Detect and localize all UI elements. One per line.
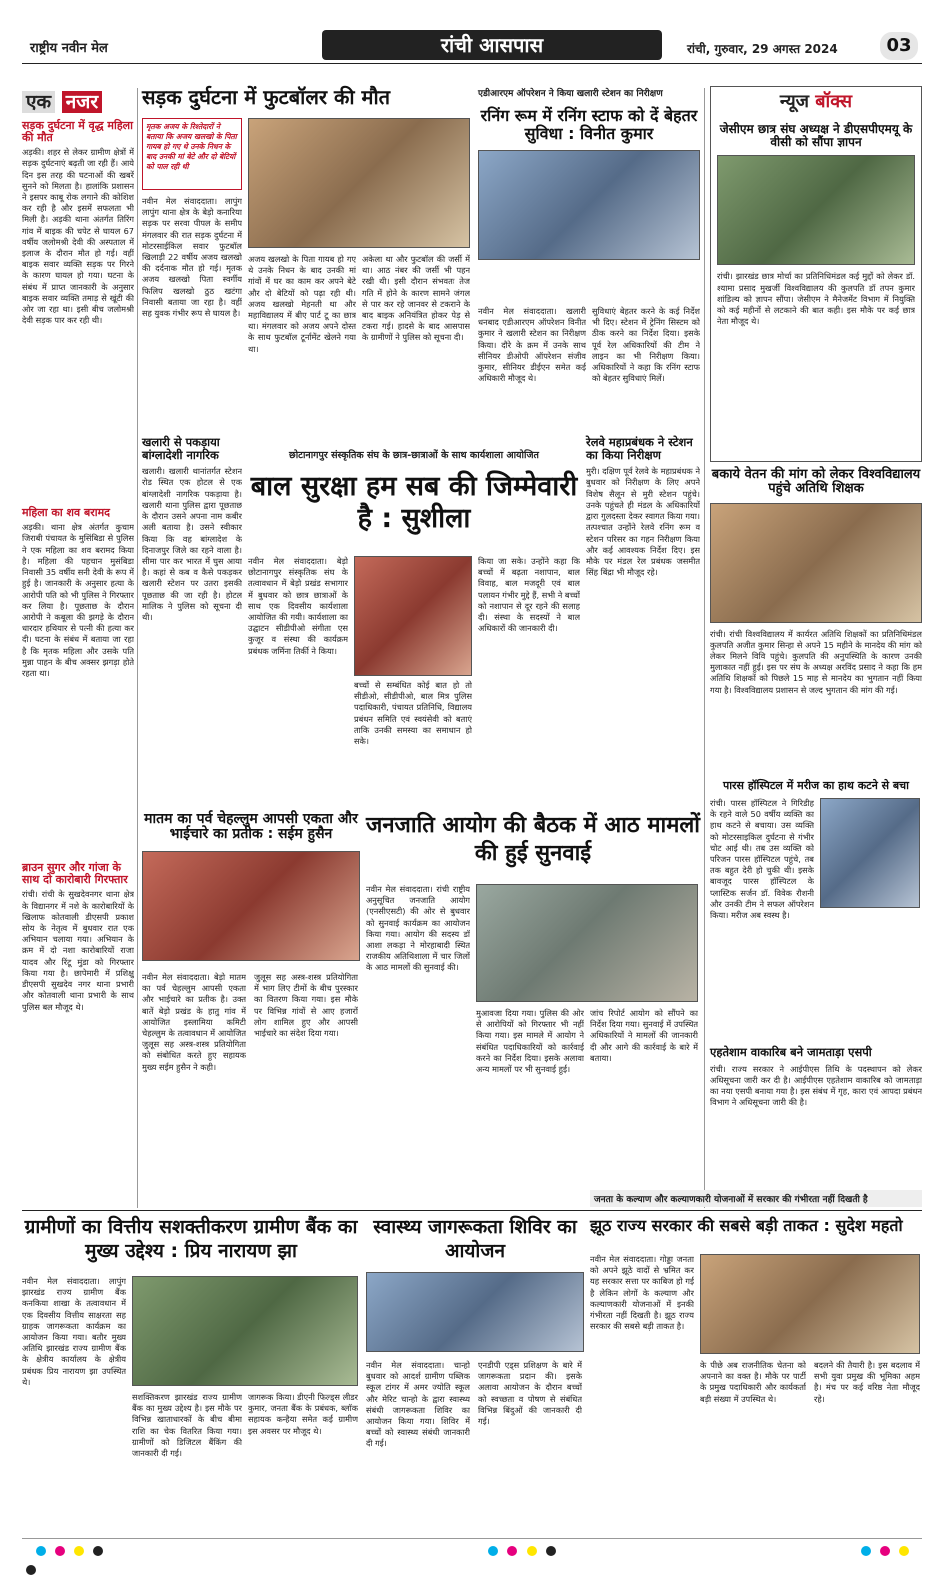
registration-dot bbox=[74, 1546, 84, 1556]
khalari-body: खलारी। खलारी थानांतर्गत स्टेशन रोड स्थित एक होटल से एक बांग्लादेशी नागरिक पकड़ाया है। खलारी थाना पुलिस द्वारा पूछताछ के दौरान उसने अपना नाम कबीर अली बताया है। उसने स्वीकार किया कि वह बांग्लादेश के दिनाजपुर जिले का रहने वाला है। सीमा पार कर भारत में घुस आया है। कहां से कब व कैसे पकड़कर खलारी स्टेशन पर उतरा इसकी पूछताछ की जा रही है। होटल मालिक ने पुलिस को सूचना दी थी। bbox=[142, 466, 242, 622]
muharram-body-2: जुलूस सह अस्त्र-शस्त्र प्रतियोगिता में भाग लिए टीमों के बीच पुरस्कार का वितरण किया गया। इस मौके पर विभिन्न गांवों से आए हजारों लोग शामिल हुए और आपसी भाईचारे का संदेश दिया गया। bbox=[254, 972, 358, 1039]
sudesh-headline: झूठ राज्य सरकार की सबसे बड़ी ताकत : सुदेश महतो bbox=[590, 1216, 903, 1235]
news-box-body: रांची। झारखंड छात्र मोर्चा का प्रतिनिधिमंडल कई मुद्दों को लेकर डॉ. श्यामा प्रसाद मुखर्जी विश्वविद्यालय की कुलपति डॉ तपन कुमार शांडिल्य को ज्ञापन सौंपा। जेसीएम ने मैनेजमेंट विभाग में नियुक्ति को कई महीनों से लटकाने की बात कही। इस मौके पर कई छात्र नेता मौजूद थे। bbox=[717, 271, 915, 327]
sushila-kicker: छोटानागपुर संस्कृतिक संघ के छात्र-छात्राओं के साथ कार्यशाला आयोजित bbox=[289, 450, 539, 461]
khalari-story bbox=[142, 436, 242, 806]
sushila-headline: बाल सुरक्षा हम सब की जिम्मेवारी है : सुशीला bbox=[250, 471, 578, 535]
ek-nazar-label-a: एक bbox=[22, 91, 55, 113]
railway-headline: रेलवे महाप्रबंधक ने स्टेशन का किया निरीक्षण bbox=[586, 435, 693, 462]
ek-nazar-item-1-title: सड़क दुर्घटना में वृद्ध महिला की मौत bbox=[22, 119, 133, 145]
section-title-text: रांची आसपास bbox=[440, 33, 544, 57]
tribal-photo bbox=[476, 884, 698, 1002]
footballer-bike-photo bbox=[248, 118, 470, 248]
tribal-body-2: मुआवजा दिया गया। पुलिस की ओर से आरोपियों को गिरफ्तार भी नहीं किया गया। इस मामले में आयोग ने संबंधित पदाधिकारियों को कार्रवाई करने का निर्देश दिया। इसके अलावा अन्य मामलों पर भी सुनवाई हुई। bbox=[476, 1008, 584, 1075]
registration-dot bbox=[527, 1546, 537, 1556]
hospital-body: रांची। पारस हॉस्पिटल ने गिरिडीह के रहने वाले 50 वर्षीय व्यक्ति का हाथ कटने से बचाया। उस व्यक्ति को मोटरसाइकिल दुर्घटना से गंभीर चोट आई थी। तब उस व्यक्ति को परिजन पारस हॉस्पिटल पहुंचे, तब तक बहुत देरी हो चुकी थी। इसके बावजूद पारस हॉस्पिटल के प्लास्टिक सर्जन डॉ. विवेक रौशनी और उनकी टीम ने सफल ऑपरेशन किया। मरीज अब स्वस्थ है। bbox=[710, 798, 814, 921]
teachers-body: रांची। रांची विश्वविद्यालय में कार्यरत अतिथि शिक्षकों का प्रतिनिधिमंडल कुलपति अजीत कुमार सिन्हा से अपने 15 महीने के मानदेय की मांग को लेकर मिलने विवि पहुंचे। कुलपति की अनुपस्थिति के कारण उनकी मुलाकात नहीं हुई। इस पर संघ के अध्यक्ष अरविंद प्रसाद ने कहा कि हम अतिथि शिक्षकों को पिछले 15 माह से मानदेय का भुगतान नहीं किया गया है। विश्वविद्यालय प्रशासन से जल्द भुगतान की मांग की गई। bbox=[710, 628, 922, 695]
page-number: 03 bbox=[880, 32, 918, 60]
registration-dot bbox=[93, 1546, 103, 1556]
column-divider bbox=[137, 88, 138, 1208]
health-body-2: एनडीपी एड्स प्रशिक्षण के बारे में जागरूकता प्रदान की। इसके अलावा आयोजन के दौरान बच्चों को स्वच्छता व पोषण से संबंधित विभिन्न बिंदुओं की जानकारी दी गई। bbox=[478, 1360, 582, 1427]
registration-dot bbox=[507, 1546, 517, 1556]
health-headline: स्वास्थ्य जागरूकता शिविर का आयोजन bbox=[373, 1216, 577, 1262]
station-kicker: एडीआरएम ऑपरेशन ने किया खलारी स्टेशन का निरीक्षण bbox=[478, 89, 663, 99]
news-box-headline: जेसीएम छात्र संघ अध्यक्ष ने डीएसपीएमयू के वीसी को सौंपा ज्ञापन bbox=[719, 122, 913, 150]
paper-name: राष्ट्रीय नवीन मेल bbox=[30, 41, 108, 56]
tribal-headline: जनजाति आयोग की बैठक में आठ मामलों की हुई सुनवाई bbox=[366, 813, 700, 866]
muharram-photo bbox=[142, 851, 360, 961]
sp-headline: एहतेशाम वाकारिब बने जामताड़ा एसपी bbox=[710, 1045, 872, 1059]
sp-body: रांची। राज्य सरकार ने आईपीएस तिथि के पदस्थापन को लेकर अधिसूचना जारी कर दी है। आईपीएस एहतेशाम वाकारिब को जामताड़ा का नया एसपी बनाया गया है। इस संबंध में गृह, कारा एवं आपदा प्रबंधन विभाग ने अधिसूचना जारी की है। bbox=[710, 1063, 922, 1108]
news-box-label-a: न्यूज bbox=[779, 91, 809, 112]
registration-dot bbox=[861, 1546, 871, 1556]
color-registration-bar bbox=[22, 1538, 922, 1552]
sushila-photo bbox=[354, 556, 472, 676]
station-body-2: सुविधाएं बेहतर करने के कई निर्देश भी दिए। स्टेशन में ट्रेनिंग सिस्टम को ठीक करने का निर्देश दिया। इसके पूर्व रेल अधिकारियों की टीम ने लाइन का भी निरीक्षण किया। अधिकारियों ने कहा कि रनिंग स्टाफ को बेहतर सुविधाएं मिलें। bbox=[592, 306, 700, 384]
news-box bbox=[710, 86, 922, 462]
news-box-label-b: बॉक्स bbox=[815, 91, 853, 112]
railway-body: मुरी। दक्षिण पूर्व रेलवे के महाप्रबंधक ने बुधवार को निरीक्षण के लिए अपने विशेष सैलून से मुरी स्टेशन पहुंचे। उनके पहुंचते ही मंडल के अधिकारियों द्वारा गुलदस्ता देकर स्वागत किया गया। तत्पश्चात उन्होंने रेलवे रनिंग रूम व स्टेशन परिसर का गहन निरीक्षण किया और कई आवश्यक निर्देश दिए। इस मौके पर मंडल रेल प्रबंधक जसमीत सिंह बिंद्रा भी मौजूद रहे। bbox=[586, 466, 700, 578]
sushila-body-3: किया जा सके। उन्होंने कहा कि बच्चों में बढ़ता नशापान, बाल विवाह, बाल मजदूरी एवं बाल पलायन गंभीर मुद्दे हैं, सभी ने बच्चों को नशापान से दूर रहने की सलाह दी। संस्था के सदस्यों ने बाल अधिकारों की जानकारी दी। bbox=[478, 556, 580, 634]
hospital-story bbox=[710, 780, 922, 1040]
sudesh-story bbox=[590, 1190, 922, 1526]
news-box-label bbox=[711, 89, 921, 113]
ek-nazar-item-3-body: रांची। रांची के सुखदेवनगर थाना क्षेत्र के विद्यानगर में नशे के कारोबारियों के खिलाफ कोतवाली डीएसपी प्रकाश सोय के नेतृत्व में बुधवार रात एक अभियान चलाया गया। अभियान के क्रम में दो नशा कारोबारियों राजा यादव और रिंटू मुंडा को गिरफ्तार किया गया है। छापेमारी में प्रशिक्षु डीएसपी सुखदेव नगर थाना प्रभारी और कोतवाली थाना प्रभारी के साथ पुलिस बल मौजूद थे। bbox=[22, 889, 134, 1012]
ek-nazar-item-2-body: अड़की। थाना क्षेत्र अंतर्गत कुचाम जिराबी पंचायत के मुसिंबिडा से पुलिस ने एक महिला का शव बरामद किया है। महिला की पहचान मुसंबिडा निवासी 35 वर्षीय सनी देवी के रूप में हुई है। जानकारी के अनुसार हत्या के आरोपी पति को भी पुलिस ने गिरफ्तार कर लिया है। पूछताछ के दौरान आरोपी ने कबूला की झगड़े के दौरान धारदार हथियार से पत्नी की हत्या कर दी। घटना के संबंध में बताया जा रहा है कि मृतक महिला और उसके पति मुन्ना पाहन के बीच अक्सर झगड़ा होते रहता था। bbox=[22, 522, 134, 678]
sp-story bbox=[710, 1046, 922, 1206]
issue-date: रांची, गुरुवार, 29 अगस्त 2024 bbox=[687, 42, 838, 56]
footballer-story bbox=[142, 86, 472, 446]
teachers-story bbox=[710, 468, 922, 778]
tribal-body-3: जांच रिपोर्ट आयोग को सौंपने का निर्देश दिया गया। सुनवाई में उपस्थित अधिकारियों ने मामलों की जानकारी दी और आगे की कार्रवाई के बारे में बताया। bbox=[590, 1008, 698, 1063]
news-box-photo bbox=[717, 155, 915, 265]
bank-headline: ग्रामीणों का वित्तीय सशक्तीकरण ग्रामीण बैंक का मुख्य उद्देश्य : प्रिय नारायण झा bbox=[24, 1216, 358, 1262]
footballer-caption: मृतक अजय के रिश्तेदारों ने बताया कि अजय खलखो के पिता गायब हो गए थे उनके निधन के बाद उनकी मां बेटे और दो बेटियों को पाल रही थी bbox=[142, 118, 242, 190]
hospital-doctor-photo bbox=[820, 798, 920, 908]
tribal-story bbox=[366, 812, 700, 1207]
bank-body-2: सशक्तिकरण झारखंड राज्य ग्रामीण बैंक का मुख्य उद्देश्य है। इस मौके पर विभिन्न खाताधारकों के बीच बीमा राशि का चेक वितरित किया गया। ग्रामीणों को डिजिटल बैंकिंग की जानकारी दी गई। bbox=[132, 1392, 242, 1459]
bank-body-1: नवीन मेल संवाददाता। लापुंग झारखंड राज्य ग्रामीण बैंक कनकिया शाखा के तत्वावधान में एक दिवसीय वित्तीय साक्षरता सह ग्राहक जागरूकता कार्यक्रम का आयोजन किया गया। बतौर मुख्य अतिथि झारखंड राज्य ग्रामीण बैंक के क्षेत्रीय कार्यालय के क्षेत्रीय प्रबंधक प्रिय नारायण झा उपस्थित थे। bbox=[22, 1276, 126, 1387]
registration-dot bbox=[36, 1546, 46, 1556]
masthead-rule bbox=[22, 63, 922, 64]
teachers-headline: बकाये वेतन की मांग को लेकर विश्वविद्यालय पहुंचे अतिथि शिक्षक bbox=[711, 467, 921, 497]
sushila-body-2: बच्चों से सम्बंधित कोई बात हो तो सीडीओ, सीडीपीओ, बाल मित्र पुलिस पदाधिकारी, पंचायत प्रतिनिधि, विद्यालय प्रबंधन समिति एवं स्वयंसेवी को बताएं ताकि उनकी समस्या का समाधान हो सके। bbox=[354, 680, 472, 747]
station-story bbox=[478, 86, 700, 446]
footballer-body-3: अकेला था और फुटबॉल की जर्सी में था। आठ नंबर की जर्सी भी पहन रखी थी। इसी दौरान संभवतः तेज गति में होने के कारण सामने जंगल से पार कर रहे जानवर से टकराने के बाद बाइक अनियंत्रित होकर पेड़ से टकरा गई। हादसे के बाद आसपास के ग्रामीणों ने पुलिस को सूचना दी। bbox=[362, 254, 470, 343]
bank-photo bbox=[132, 1276, 358, 1386]
registration-dot bbox=[880, 1546, 890, 1556]
column-divider bbox=[704, 88, 705, 1208]
muharram-story bbox=[142, 812, 360, 1207]
health-body-1: नवीन मेल संवाददाता। चान्हो बुधवार को आदर्श ग्रामीण पब्लिक स्कूल टांगर में अमर ज्योति स्कूल और मेरिट चान्हो के द्वारा स्वास्थ्य संबंधी जागरूकता शिविर का आयोजन किया गया। शिविर में बच्चों को स्वास्थ्य संबंधी जानकारी दी गई। bbox=[366, 1360, 470, 1449]
ek-nazar-label bbox=[22, 88, 134, 112]
footballer-body-1: नवीन मेल संवाददाता। लापुंग लापुंग थाना क्षेत्र के बेड़ो कनारिया सड़क पर सरवा पीपल के समीप मंगलवार की रात सड़क दुर्घटना में मोटरसाईकिल सवार फुटबॉल खिलाड़ी 22 वर्षीय अजय खलखो की दर्दनाक मौत हो गई। मृतक अजय खलखो पिता स्वर्गीय फिलिप खलखो ठुठ खटंगा निवासी बताया जा रहा है। वहीं सह युवक गंभीर रूप से घायल है। bbox=[142, 196, 242, 319]
ek-nazar-column bbox=[22, 88, 134, 1208]
masthead bbox=[22, 30, 922, 64]
station-photo bbox=[478, 150, 700, 260]
railway-story bbox=[586, 436, 700, 806]
health-photo bbox=[366, 1272, 584, 1352]
sushila-body-1: नवीन मेल संवाददाता। बेड़ो छोटानागपुर संस्कृतिक संघ के तत्वावधान में बेड़ो प्रखंड सभागार में बुधवार को छात्र छात्राओं के साथ एक दिवसीय कार्यशाला आयोजित की गयी। कार्यशाला का उद्घाटन सीडीपीओ संगीता एस कुजूर व संस्था की कार्यक्रम प्रबंधक जर्मिना तिर्की ने किया। bbox=[248, 556, 348, 656]
sudesh-photo bbox=[700, 1254, 920, 1354]
footballer-headline: सड़क दुर्घटना में फुटबॉलर की मौत bbox=[142, 85, 391, 109]
registration-dot bbox=[26, 1565, 36, 1575]
registration-dot bbox=[55, 1546, 65, 1556]
bank-body-3: जागरूक किया। डीएनी फिल्ड्स लीडर कुमार, जनता बैंक के प्रबंधक, ब्लॉक सहायक कन्हैया समेत कई ग्रामीण इस अवसर पर मौजूद थे। bbox=[248, 1392, 358, 1436]
muharram-body-1: नवीन मेल संवाददाता। बेड़ो मातम का पर्व चेहल्लुम आपसी एकता और भाईचारे का प्रतीक है। उक्त बातें बेड़ो प्रखंड के हातु गांव में आयोजित इस्लामिया कमिटी चेहल्लुम के तत्वावधान में आयोजित जुलूस सह अस्त्र-शस्त्र प्रतियोगिता को संबोधित करते हुए सहायक मुख्य सईम हुसैन ने कही। bbox=[142, 972, 246, 1072]
ek-nazar-item-3-title: ब्राउन सुगर और गांजा के साथ दो कारोबारी गिरफ्तार bbox=[22, 861, 128, 887]
khalari-headline: खलारी से पकड़ाया बांग्लादेशी नागरिक bbox=[142, 435, 220, 462]
registration-dot bbox=[488, 1546, 498, 1556]
footballer-body-2: अजय खलखो के पिता गायब हो गए थे उनके निधन के बाद उनकी मां गांवों में घर का काम कर अपने बेटे और दो बेटियों को पढ़ा रही थी। अजय खलखो मेहनती था और महाविद्यालय में बीए पार्ट टू का छात्र था। मंगलवार को अजय अपने दोस्त के साथ फुटबॉल टूर्नामेंट खेलने गया था। bbox=[248, 254, 356, 354]
ek-nazar-item-2-title: महिला का शव बरामद bbox=[22, 506, 111, 520]
section-title bbox=[322, 30, 662, 60]
station-headline: रनिंग रूम में रनिंग स्टाफ को दें बेहतर सुविधा : विनीत कुमार bbox=[480, 106, 698, 143]
teachers-photo bbox=[710, 503, 922, 623]
muharram-headline: मातम का पर्व चेहल्लुम आपसी एकता और भाईचारे का प्रतीक : सईम हुसैन bbox=[144, 811, 358, 843]
sushila-story bbox=[248, 448, 580, 808]
sudesh-body-3: बदलने की तैयारी है। इस बदलाव में सभी युवा प्रमुख की भूमिका अहम है। मंच पर कई वरिष्ठ नेता मौजूद रहे। bbox=[814, 1360, 920, 1404]
sudesh-body-2: के पीछे अब राजनीतिक चेतना को अपनाने का वक्त है। मौके पर पार्टी के प्रमुख पदाधिकारी और कार्यकर्ता बड़ी संख्या में उपस्थित थे। bbox=[700, 1360, 806, 1404]
bank-story bbox=[22, 1216, 360, 1526]
ek-nazar-label-b: नजर bbox=[62, 91, 102, 113]
health-story bbox=[366, 1216, 584, 1526]
station-body-1: नवीन मेल संवाददाता। खलारी धनबाद एडीआरएम ऑपरेशन विनीत कुमार ने खलारी स्टेशन का निरीक्षण किया। दौरे के क्रम में उनके साथ सीनियर डीओपी ऑपरेशन संजीव कुमार, सीनियर डीईएन समेत कई अधिकारी मौजूद थे। bbox=[478, 306, 586, 384]
tribal-body-1: नवीन मेल संवाददाता। रांची राष्ट्रीय अनुसूचित जनजाति आयोग (एनसीएसटी) की ओर से बुधवार को सुनवाई कार्यक्रम का आयोजन किया गया। आयोग की सदस्य डॉ आशा लकड़ा ने मोरहाबादी स्थित राजकीय अतिथिशाला में चार जिलों के आठ मामलों की सुनवाई की। bbox=[366, 884, 470, 973]
registration-dot bbox=[546, 1546, 556, 1556]
hospital-headline: पारस हॉस्पिटल में मरीज का हाथ कटने से बचा bbox=[722, 779, 910, 792]
ek-nazar-item-1-body: अड़की। शहर से लेकर ग्रामीण क्षेत्रों में सड़क दुर्घटनाएं बढ़ती जा रही हैं। आये दिन इस तरह की घटनाओं की खबरें सुनने को मिलता है। हालांकि प्रशासन ने इसपर काबू रोक लगाने की कोशिश कर रही है और इसमें सफलता भी मिली है। अड़की थाना अंतर्गत तिरिंग गांव में बाइक की चपेट से घायल 67 वर्षीय जलोमश्री देवी की अस्पताल में इलाज के दौरान मौत हो गई। वहीं बाइक सवार व्यक्ति सड़क पर गिरने के कारण घायल हो गया। घटना के संबंध में प्राप्त जानकारी के अनुसार बाइक सवार व्यक्ति तमाड़ से खूंटी की ओर जा रहा था। इसी बीच जलोमश्री देवी सड़क पार कर रही थी। bbox=[22, 147, 134, 326]
sudesh-kicker: जनता के कल्याण और कल्याणकारी योजनाओं में सरकार की गंभीरता नहीं दिखती है bbox=[590, 1190, 922, 1207]
registration-dot bbox=[899, 1546, 909, 1556]
sudesh-body-1: नवीन मेल संवाददाता। गोड्डा जनता को अपने झूठे वादों से भ्रमित कर यह सरकार सत्ता पर काबिज हो गई है लेकिन लोगों के कल्याण और कल्याणकारी योजनाओं में इनकी गंभीरता नहीं दिखती है। झूठ राज्य सरकार की सबसे बड़ी ताकत है। bbox=[590, 1254, 694, 1332]
